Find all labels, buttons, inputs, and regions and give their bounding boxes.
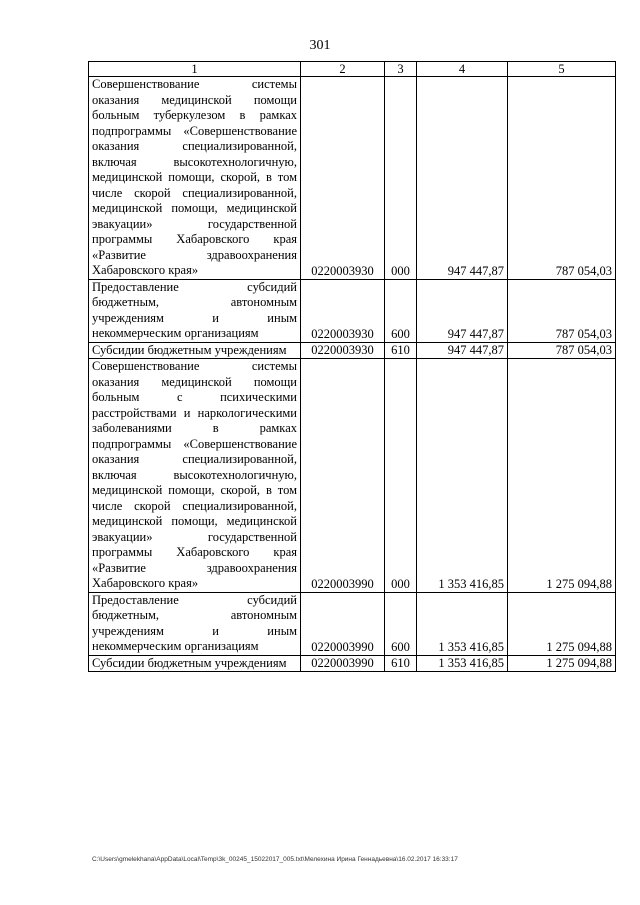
- row-value-2: 1 275 094,88: [508, 592, 616, 655]
- column-header-2: 2: [301, 62, 385, 77]
- table-row: [89, 77, 616, 280]
- column-header-5: 5: [508, 62, 616, 77]
- row-value-2: 1 275 094,88: [508, 655, 616, 672]
- row-value-2: 787 054,03: [508, 77, 616, 280]
- row-value-2: 787 054,03: [508, 279, 616, 342]
- table-row: [89, 342, 616, 359]
- budget-table: [88, 61, 616, 672]
- row-value-1: 1 353 416,85: [417, 592, 508, 655]
- page-number: 301: [309, 38, 331, 53]
- row-code: 0220003990: [301, 655, 385, 672]
- row-name: Совершенствование системы оказания медицинской помощи больным туберкулезом в рамках подпрограммы «Совершенствование оказания специализированной, включая высокотехнологичную, медицинской помощи, скорой, в том числе скорой специализированной, медицинской помощи, медицинской эвакуации» государственной программы Хабаровского края «Развитие здравоохранения Хабаровского края»: [89, 77, 301, 280]
- row-value-1: 947 447,87: [417, 77, 508, 280]
- row-code: 0220003930: [301, 279, 385, 342]
- table-row: [89, 655, 616, 672]
- row-name: Субсидии бюджетным учреждениям: [89, 655, 301, 672]
- row-value-1: 947 447,87: [417, 342, 508, 359]
- row-name: Предоставление субсидий бюджетным, автономным учреждениям и иным некоммерческим организациям: [89, 592, 301, 655]
- row-value-1: 947 447,87: [417, 279, 508, 342]
- row-value-2: 787 054,03: [508, 342, 616, 359]
- row-code: 0220003930: [301, 342, 385, 359]
- row-value-1: 1 353 416,85: [417, 655, 508, 672]
- footer-file-path: C:\Users\gmelekhana\AppData\Local\Temp\3k_00245_15022017_005.txt\Мелехина Ирина Геннадьевна\16.02.2017 16:33:17: [92, 856, 458, 863]
- row-value-1: 1 353 416,85: [417, 359, 508, 593]
- column-header-1: 1: [89, 62, 301, 77]
- table-row: [89, 592, 616, 655]
- header-row: [89, 62, 616, 77]
- row-code: 0220003990: [301, 592, 385, 655]
- row-type: 610: [385, 655, 417, 672]
- row-type: 600: [385, 592, 417, 655]
- row-code: 0220003930: [301, 77, 385, 280]
- row-name: Предоставление субсидий бюджетным, автономным учреждениям и иным некоммерческим организациям: [89, 279, 301, 342]
- row-value-2: 1 275 094,88: [508, 359, 616, 593]
- column-header-3: 3: [385, 62, 417, 77]
- table-row: [89, 359, 616, 593]
- column-header-4: 4: [417, 62, 508, 77]
- row-type: 000: [385, 77, 417, 280]
- row-name: Субсидии бюджетным учреждениям: [89, 342, 301, 359]
- row-type: 000: [385, 359, 417, 593]
- row-type: 600: [385, 279, 417, 342]
- row-type: 610: [385, 342, 417, 359]
- row-name: Совершенствование системы оказания медицинской помощи больным с психическими расстройствами и наркологическими заболеваниями в рамках подпрограммы «Совершенствование оказания специализированной, включая высокотехнологичную, медицинской помощи, скорой, в том числе скорой специализированной, медицинской помощи, медицинской эвакуации» государственной программы Хабаровского края «Развитие здравоохранения Хабаровского края»: [89, 359, 301, 593]
- table-row: [89, 279, 616, 342]
- row-code: 0220003990: [301, 359, 385, 593]
